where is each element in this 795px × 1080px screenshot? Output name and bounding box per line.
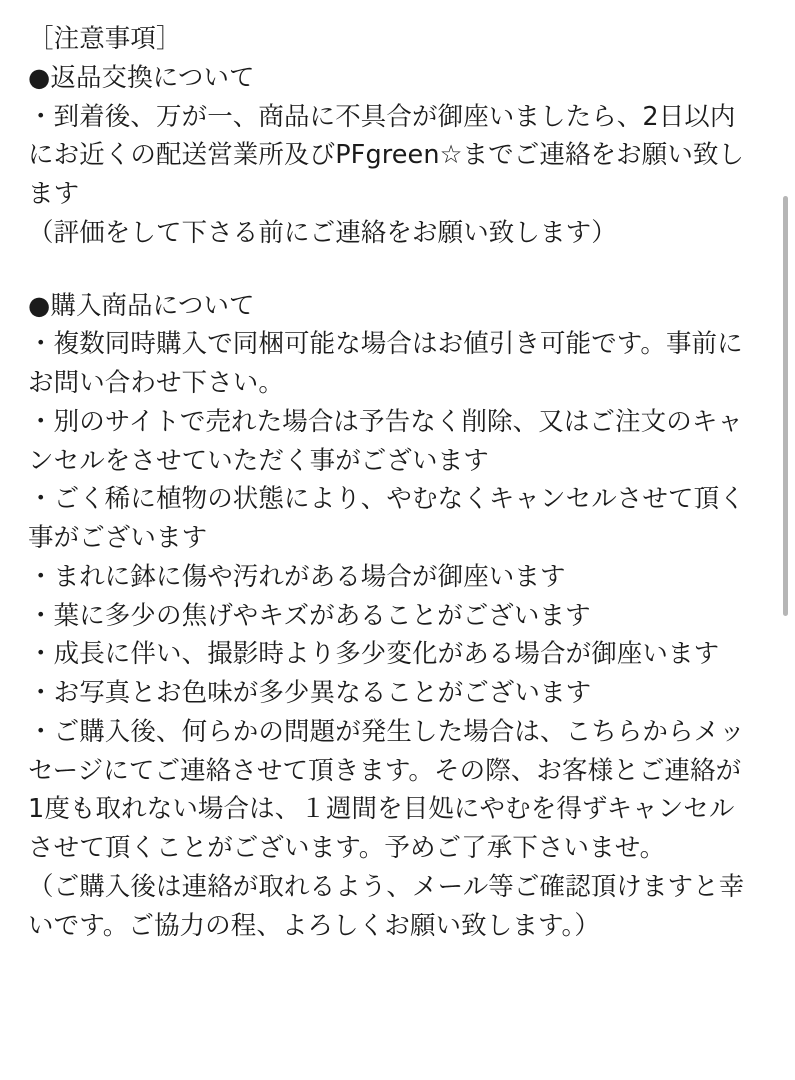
returns-section-heading: ●返品交換について (28, 62, 255, 93)
vertical-scrollbar[interactable] (783, 0, 789, 1080)
purchase-item-contact-after-purchase: ・ご購入後、何らかの問題が発生した場合は、こちらからメッセージにてご連絡させて頂きます。その際、お客様とご連絡が1度も取れない場合は、１週間を目処にやむを得ずキャンセルさせて頂くことがございます。予めご了承下さいませ。 (28, 716, 745, 863)
notice-heading: ［注意事項］ (28, 24, 182, 54)
purchase-item-plant-condition-cancel: ・ごく稀に植物の状態により、やむなくキャンセルさせて頂く事がございます (28, 484, 745, 553)
notice-text-body (28, 20, 747, 945)
purchase-item-growth-change: ・成長に伴い、撮影時より多少変化がある場合が御座います (28, 639, 720, 670)
purchase-section-heading: ●購入商品について (28, 290, 255, 321)
returns-item-defect-contact: ・到着後、万が一、商品に不具合が御座いましたら、2日以内にお近くの配送営業所及びPFgreen☆までご連絡をお願い致します (28, 101, 745, 209)
purchase-item-pot-scratches: ・まれに鉢に傷や汚れがある場合が御座います (28, 561, 566, 592)
section-spacer (28, 253, 747, 287)
purchase-item-leaf-burn: ・葉に多少の焦げやキズがあることがございます (28, 600, 591, 631)
purchase-item-other-site-sold: ・別のサイトで売れた場合は予告なく削除、又はご注文のキャンセルをさせていただく事がございます (28, 406, 744, 476)
purchase-item-bundle-discount: ・複数同時購入で同梱可能な場合はお値引き可能です。事前にお問い合わせ下さい。 (28, 329, 743, 398)
scrollbar-thumb[interactable] (783, 196, 788, 616)
returns-item-before-review: （評価をして下さる前にご連絡をお願い致します） (28, 217, 617, 248)
purchase-item-color-difference: ・お写真とお色味が多少異なることがございます (28, 678, 592, 708)
purchase-item-check-mail: （ご購入後は連絡が取れるよう、メール等ご確認頂けますと幸いです。ご協力の程、よろしくお願い致します。） (28, 871, 745, 941)
